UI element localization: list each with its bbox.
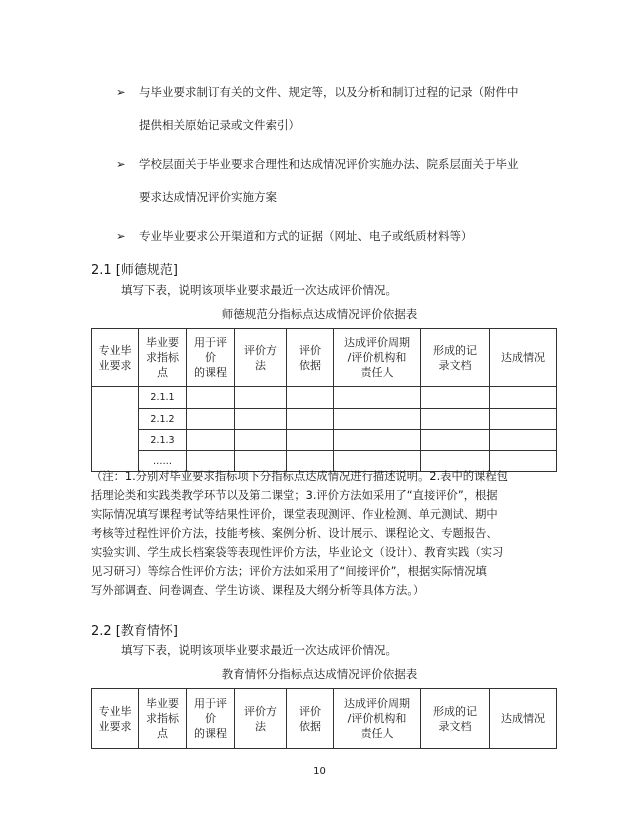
header-courses: 用于评 价 的课程 [187,689,235,749]
bullet-marker-2: ➢ [116,157,126,171]
header-record-documents: 形成的记 录文档 [421,329,490,387]
header-courses: 用于评 价 的课程 [187,329,235,387]
bullet-1-line-1: 与毕业要求制订有关的文件、规定等，以及分析和制订过程的记录（附件中 [139,85,519,99]
section-2-1-intro: 填写下表，说明该项毕业要求最近一次达成评价情况。 [121,283,397,297]
page-number: 10 [313,766,326,777]
header-record-documents: 形成的记 录文档 [421,689,490,749]
header-evaluation-basis: 评价 依据 [287,689,334,749]
bullet-2-line-1: 学校层面关于毕业要求合理性和达成情况评价实施办法、院系层面关于毕业 [139,157,519,171]
section-2-2-table [91,688,557,749]
header-evaluation-method: 评价方 法 [235,329,287,387]
header-evaluation-cycle: 达成评价周期 /评价机构和 责任人 [334,689,421,749]
header-evaluation-cycle: 达成评价周期 /评价机构和 责任人 [334,329,421,387]
cell-major-requirement [92,387,139,472]
bullet-marker-1: ➢ [116,85,126,99]
section-2-2-heading: 2.2 [教育情怀] [91,624,178,639]
note-line-5: 实验实训、学生成长档案袋等表现性评价方法，毕业论文（设计）、教育实践（实习 [91,546,504,559]
section-2-1-table [91,328,557,472]
section-2-2-table-caption: 教育情怀分指标点达成情况评价依据表 [221,667,418,681]
header-major-requirement: 专业毕 业要求 [92,689,139,749]
header-evaluation-method: 评价方 法 [235,689,287,749]
bullet-3-line-1: 专业毕业要求公开渠道和方式的证据（网址、电子或纸质材料等） [139,229,473,243]
section-2-1-heading: 2.1 [师德规范] [91,263,178,278]
table-row [92,409,557,430]
header-indicator-point: 毕业要 求指标 点 [139,689,187,749]
section-2-2-intro: 填写下表，说明该项毕业要求最近一次达成评价情况。 [121,643,397,657]
header-major-requirement: 专业毕 业要求 [92,329,139,387]
cell-indicator: 2.1.1 [139,387,187,409]
bullet-1-line-2: 提供相关原始记录或文件索引） [139,118,300,132]
table-row [92,430,557,451]
bullet-2-line-2: 要求达成情况评价实施方案 [139,190,277,204]
header-evaluation-basis: 评价 依据 [287,329,334,387]
table-header-row [92,689,557,749]
header-indicator-point: 毕业要 求指标 点 [139,329,187,387]
table-header-row [92,329,557,387]
note-line-6: 见习研习）等综合性评价方法；评价方法如采用了“间接评价”，根据实际情况填 [91,565,487,578]
cell-indicator: 2.1.3 [139,430,187,451]
note-line-7: 写外部调查、问卷调查、学生访谈、课程及大纲分析等具体方法。） [91,584,425,597]
note-line-1: （注：1.分别对毕业要求指标项下分指标点达成情况进行描述说明。2.表中的课程包 [91,470,508,483]
note-line-2: 括理论类和实践类教学环节以及第二课堂；3.评价方法如采用了“直接评价”，根据 [91,489,498,502]
cell-indicator: 2.1.2 [139,409,187,430]
header-achievement: 达成情况 [490,329,557,387]
note-line-4: 考核等过程性评价方法，技能考核、案例分析、设计展示、课程论文、专题报告、 [91,527,498,540]
bullet-marker-3: ➢ [116,229,126,243]
cell-indicator: …… [139,451,187,472]
table-row [92,387,557,409]
header-achievement: 达成情况 [490,689,557,749]
note-line-3: 实际情况填写课程考试等结果性评价，课堂表现测评、作业检测、单元测试、期中 [91,508,498,521]
section-2-1-table-caption: 师德规范分指标点达成情况评价依据表 [221,307,418,321]
